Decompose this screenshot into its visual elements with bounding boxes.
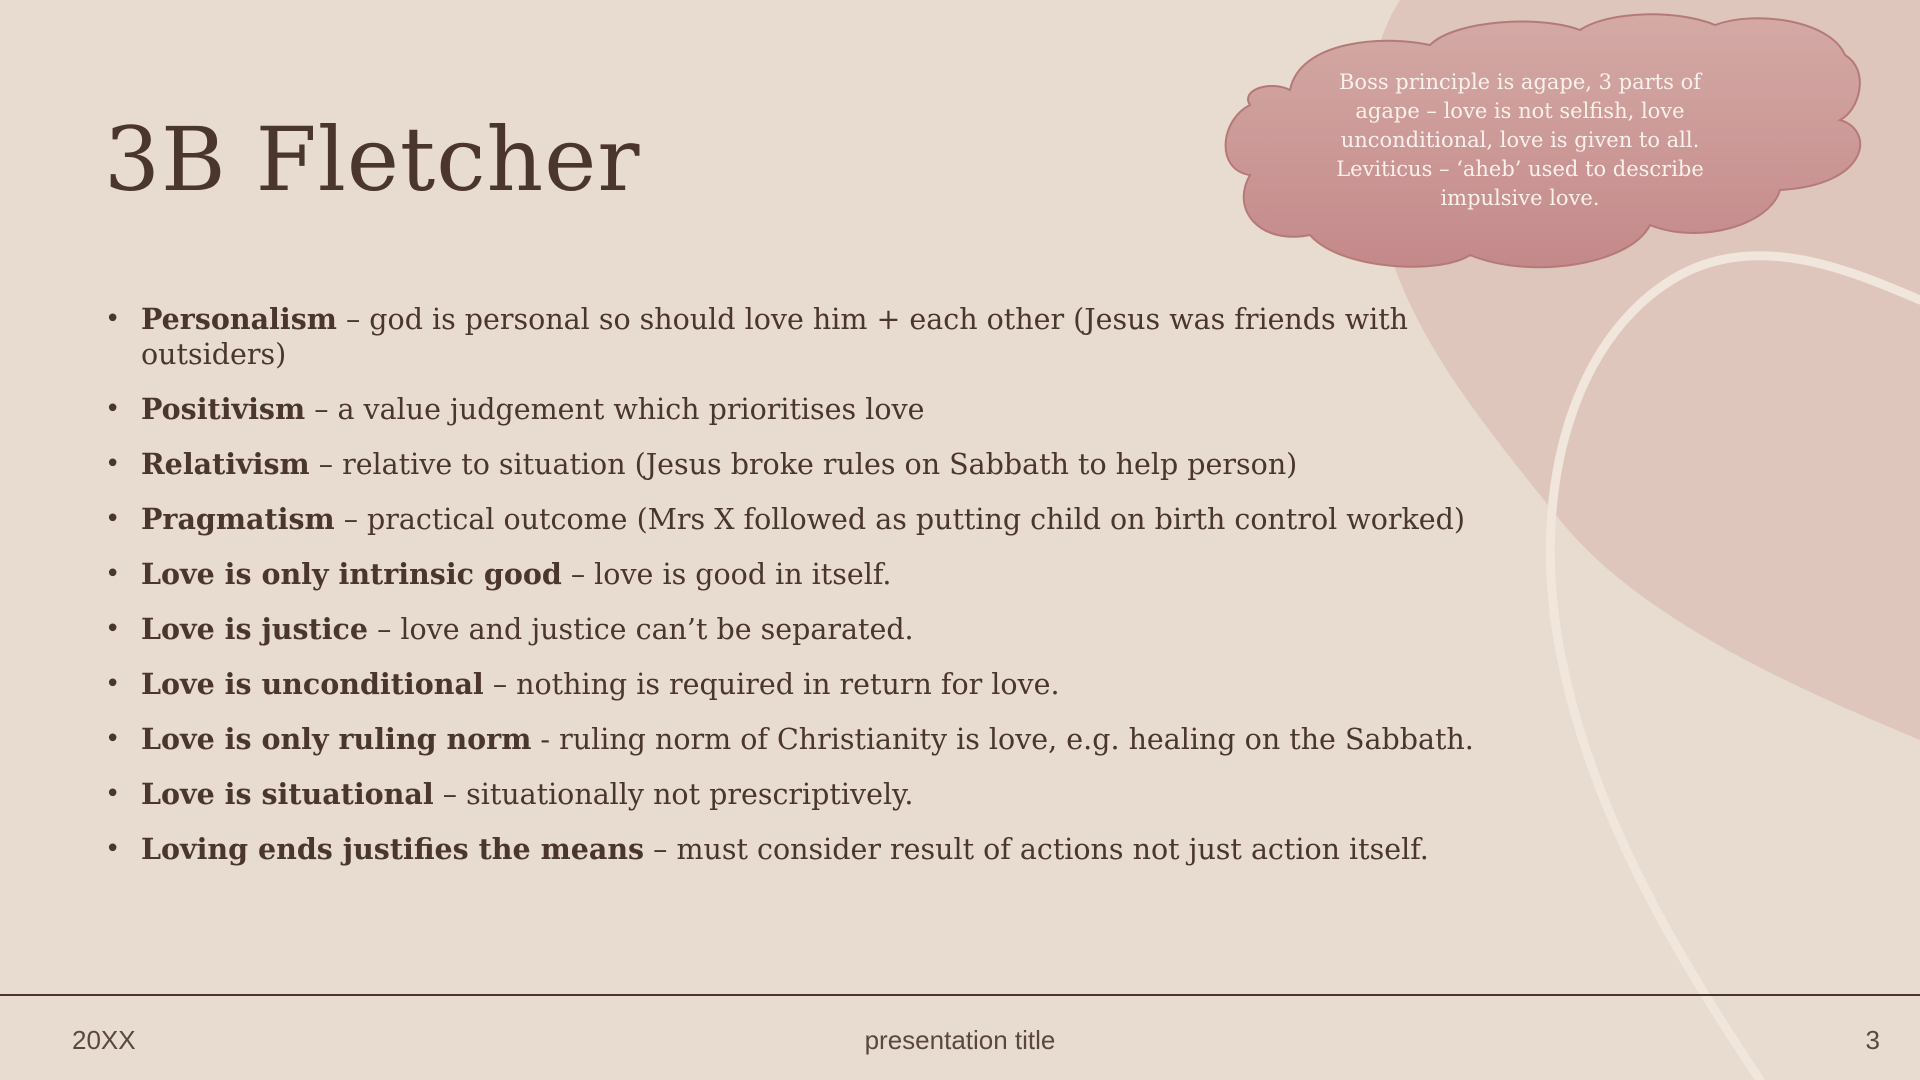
list-item [105,722,1555,757]
bullet-term: Relativism [141,447,310,481]
bullet-marker: • [105,449,121,479]
bullet-text: – nothing is required in return for love. [483,668,1060,701]
bullet-term: Love is unconditional [141,667,484,701]
bullet-text: - ruling norm of Christianity is love, e.g. healing on the Sabbath. [531,723,1474,756]
bullet-marker: • [105,504,121,534]
bullet-marker: • [105,304,121,334]
bullet-text: – situationally not prescriptively. [433,778,914,811]
bullet-marker: • [105,779,121,809]
footer-date: 20XX [72,1025,136,1055]
bullet-term: Love is only ruling norm [141,722,532,756]
list-item [105,302,1555,372]
bullet-term: Pragmatism [141,502,335,536]
bullet-term: Positivism [141,392,306,426]
bullet-text: – love is good in itself. [561,558,892,591]
bullet-marker: • [105,834,121,864]
bullet-term: Love is only intrinsic good [141,557,562,591]
list-item [105,557,1555,592]
footer-divider [0,994,1920,996]
bullet-text: – love and justice can’t be separated. [368,613,914,646]
bullet-text: – must consider result of actions not just action itself. [644,833,1429,866]
thought-cloud-callout: Boss principle is agape, 3 parts of agape – love is not selfish, love unconditional, love is given to all. Leviticus – ‘aheb’ used to describe impulsive love. [1336,70,1704,210]
footer-presentation-title: presentation title [864,1025,1056,1055]
bullet-marker: • [105,559,121,589]
bullet-term: Personalism [141,302,337,336]
footer-page-number: 3 [1865,1025,1880,1055]
bullet-text: – god is personal so should love him + each other (Jesus was friends with outsiders) [141,303,1409,371]
slide-title: 3B Fletcher [104,108,641,211]
bullet-marker: • [105,724,121,754]
list-item [105,502,1555,537]
bullet-term: Love is justice [141,612,369,646]
list-item [105,777,1555,812]
bullet-marker: • [105,669,121,699]
bullet-text: – a value judgement which prioritises love [305,393,925,426]
bullet-text: – practical outcome (Mrs X followed as putting child on birth control worked) [334,503,1465,536]
bullet-text: – relative to situation (Jesus broke rules on Sabbath to help person) [309,448,1298,481]
bullet-list [105,302,1555,887]
list-item [105,832,1555,867]
list-item [105,392,1555,427]
bullet-term: Love is situational [141,777,434,811]
bullet-marker: • [105,614,121,644]
list-item [105,667,1555,702]
list-item [105,612,1555,647]
list-item [105,447,1555,482]
bullet-term: Loving ends justifies the means [141,832,645,866]
bullet-marker: • [105,394,121,424]
